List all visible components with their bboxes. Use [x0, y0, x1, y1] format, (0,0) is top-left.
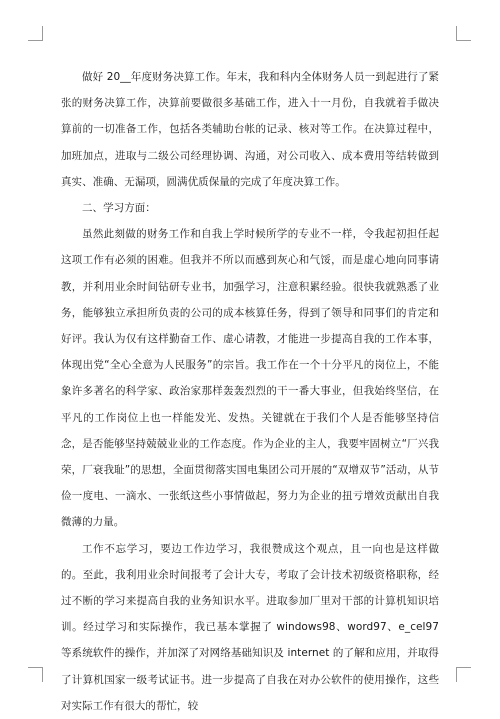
crop-mark-bottom-left [28, 667, 43, 682]
paragraph-year-end-accounts: 做好 20__年度财务决算工作。年末，我和科内全体财务人员一到起进行了紧张的财务决算工作，决算前要做很多基础工作，进入十一月份，自我就着手做决算前的一切准备工作，包括各类辅助台帐的记录、核对等工作。在决算过程中，加班加点，进取与二级公司经理协调、沟通，对公司收入、成本费用等结转做到真实、准确、无漏项，圆满优质保量的完成了年度决算工作。 [61, 71, 439, 188]
crop-mark-top-right [456, 26, 471, 41]
paragraph-study-attitude: 虽然此刻做的财务工作和自我上学时候所学的专业不一样，令我起初担任起这项工作有必须的困难。但我并不所以而感到灰心和气馁，而是虚心地向同事请教，并利用业余时间钻研专业书，加强学习，注意积累经验。很快我就熟悉了业务，能够独立承担所负责的公司的成本核算任务，得到了领导和同事们的肯定和好评。我认为仅有这样勤奋工作、虚心请教，才能进一步提高自我的工作本事，体现出党“全心全意为人民服务”的宗旨。我工作在一个十分平凡的岗位上，不能象许多著名的科学家、政治家那样轰轰烈烈的干一番大事业，但我始终坚信，在平凡的工作岗位上也一样能发光、发热。关键就在于我们个人是否能够坚持信念，是否能够坚持兢兢业业的工作态度。作为企业的主人，我要牢固树立“厂兴我荣，厂衰我耻”的思想，全面贯彻落实国电集团公司开展的“双增双节”活动，从节俭一度电、一滴水、一张纸这些小事情做起，努力为企业的扭亏增效贡献出自我微薄的力量。 [61, 228, 439, 529]
crop-mark-bottom-right [456, 667, 471, 682]
paragraph-work-and-learn: 工作不忘学习，要边工作边学习，我很赞成这个观点，且一向也是这样做的。至此，我利用业余时间报考了会计大专，考取了会计技术初级资格职称，经过不断的学习来提高自我的业务知识水平。进取参加厂里对干部的计算机知识培训。经过学习和实际操作，我已基本掌握了 windows98、word97、e_cel97 等系统软件的操作，并加深了对网络基础知识及 internet 的了解和应用，并取得了计算机国家一级考试证书。进一步提高了自我在对办公软件的使用操作，这些对实际工作有很大的帮忙，较 [61, 542, 439, 712]
document-body [61, 64, 439, 712]
crop-mark-top-left [28, 26, 43, 41]
section-heading-study: 二、学习方面： [82, 202, 156, 215]
